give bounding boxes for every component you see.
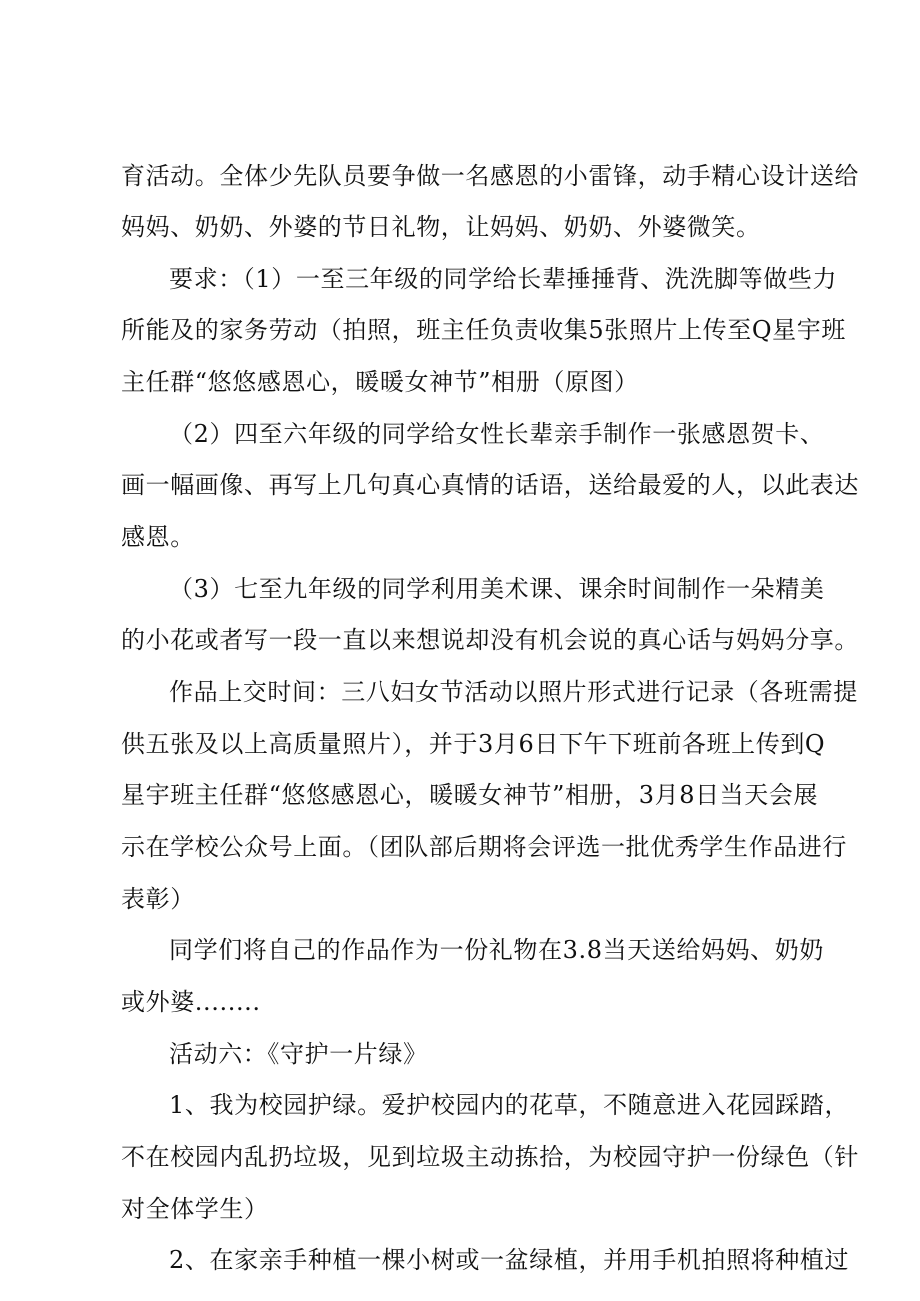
text-line: 星宇班主任群“悠悠感恩心，暖暖女神节”相册，3月8日当天会展 [121,781,819,809]
text-line: 所能及的家务劳动（拍照，班主任负责收集5张照片上传至Q星宇班 [121,316,846,344]
text-line: （3）七至九年级的同学利用美术课、课余时间制作一朵精美 [169,575,825,603]
text-line: 感恩。 [121,523,195,551]
text-line: 主任群“悠悠感恩心，暖暖女神节”相册（原图） [121,368,639,396]
text-line: 或外婆........ [121,988,261,1016]
text-line: 2、在家亲手种植一棵小树或一盆绿植，并用手机拍照将种植过 [169,1246,850,1274]
text-line: 对全体学生） [121,1195,269,1223]
text-line: 妈妈、奶奶、外婆的节日礼物，让妈妈、奶奶、外婆微笑。 [121,213,761,241]
text-line: 作品上交时间：三八妇女节活动以照片形式进行记录（各班需提 [169,678,858,706]
text-line: （2）四至六年级的同学给女性长辈亲手制作一张感恩贺卡、 [169,420,825,448]
text-line: 示在学校公众号上面。（团队部后期将会评选一批优秀学生作品进行 [121,833,847,861]
section-heading: 活动六：《守护一片绿》 [169,1040,428,1068]
text-line: 1、我为校园护绿。爱护校园内的花草，不随意进入花园踩踏， [169,1091,850,1119]
text-line: 育活动。全体少先队员要争做一名感恩的小雷锋，动手精心设计送给 [121,162,859,190]
text-line: 要求：（1）一至三年级的同学给长辈捶捶背、洗洗脚等做些力 [169,265,838,293]
text-line: 不在校园内乱扔垃圾，见到垃圾主动拣拾，为校园守护一份绿色（针 [121,1143,859,1171]
text-line: 的小花或者写一段一直以来想说却没有机会说的真心话与妈妈分享。 [121,626,859,654]
text-line: 画一幅画像、再写上几句真心真情的话语，送给最爱的人，以此表达 [121,471,859,499]
text-line: 同学们将自己的作品作为一份礼物在3.8当天送给妈妈、奶奶 [169,936,824,964]
text-line: 供五张及以上高质量照片），并于3月6日下午下班前各班上传到Q [121,730,826,758]
text-line: 表彰） [121,885,195,913]
